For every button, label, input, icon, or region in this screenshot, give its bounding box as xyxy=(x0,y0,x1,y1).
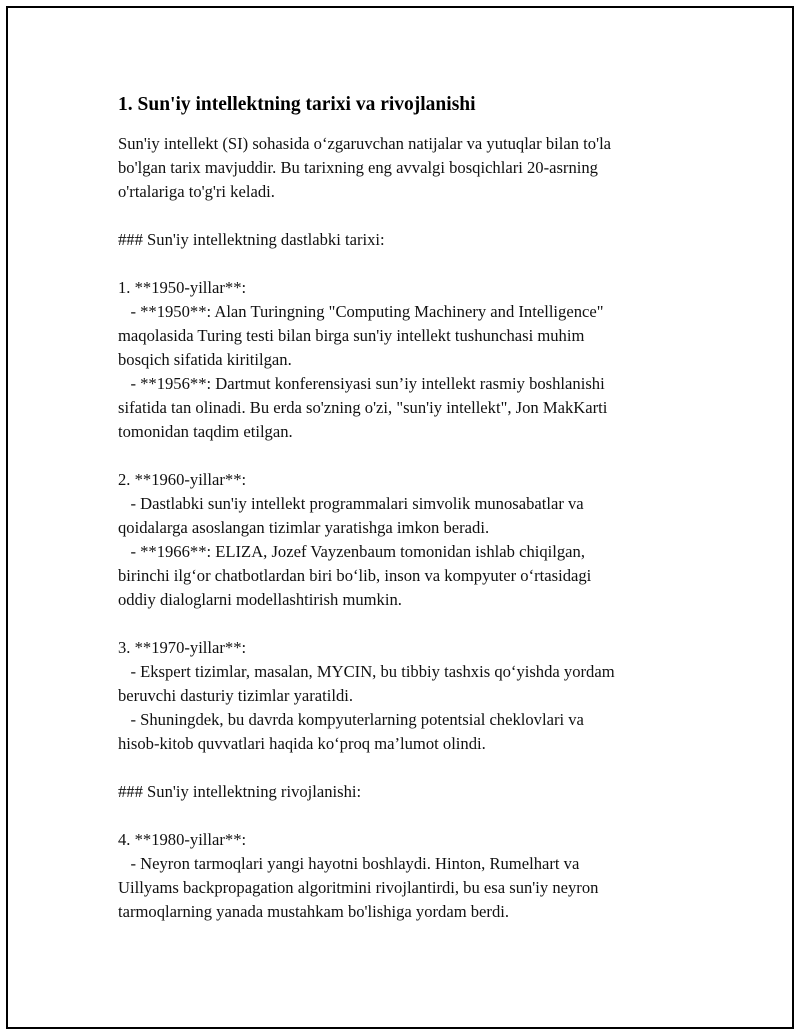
section-line: qoidalarga asoslangan tizimlar yaratishga imkon beradi. xyxy=(118,518,490,537)
blank-line xyxy=(118,444,688,468)
section-heading-history: ### Sun'iy intellektning dastlabki tarixi: xyxy=(118,230,385,249)
section-line: - **1950**: Alan Turingning "Computing Machinery and Intelligence" xyxy=(118,302,604,321)
section-line: Uillyams backpropagation algoritmini rivojlantirdi, bu esa sun'iy neyron xyxy=(118,878,599,897)
intro-line: o'rtalariga to'g'ri keladi. xyxy=(118,182,275,201)
blank-line xyxy=(118,204,688,228)
section-1980 xyxy=(118,828,688,924)
section-line: beruvchi dasturiy tizimlar yaratildi. xyxy=(118,686,354,705)
section-label: 1. **1950-yillar**: xyxy=(118,278,247,297)
document-body xyxy=(118,92,688,924)
section-line: - Neyron tarmoqlari yangi hayotni boshlaydi. Hinton, Rumelhart va xyxy=(118,854,580,873)
document-title: 1. Sun'iy intellektning tarixi va rivojlanishi xyxy=(118,94,476,115)
blank-line xyxy=(118,804,688,828)
section-line: - Dastlabki sun'iy intellekt programmalari simvolik munosabatlar va xyxy=(118,494,584,513)
intro-line: Sun'iy intellekt (SI) sohasida o‘zgaruvchan natijalar va yutuqlar bilan to'la xyxy=(118,134,612,153)
section-line: tomonidan taqdim etilgan. xyxy=(118,422,293,441)
section-line: - Ekspert tizimlar, masalan, MYCIN, bu tibbiy tashxis qo‘yishda yordam xyxy=(118,662,615,681)
blank-line xyxy=(118,252,688,276)
section-line: maqolasida Turing testi bilan birga sun'iy intellekt tushunchasi muhim xyxy=(118,326,585,345)
section-line: hisob-kitob quvvatlari haqida ko‘proq ma’lumot olindi. xyxy=(118,734,486,753)
section-line: - **1956**: Dartmut konferensiyasi sun’iy intellekt rasmiy boshlanishi xyxy=(118,374,605,393)
section-line: oddiy dialoglarni modellashtirish mumkin. xyxy=(118,590,402,609)
intro-paragraph xyxy=(118,132,688,204)
section-label: 3. **1970-yillar**: xyxy=(118,638,247,657)
section-label: 2. **1960-yillar**: xyxy=(118,470,247,489)
section-1950 xyxy=(118,276,688,444)
section-line: - **1966**: ELIZA, Jozef Vayzenbaum tomonidan ishlab chiqilgan, xyxy=(118,542,585,561)
section-line: - Shuningdek, bu davrda kompyuterlarning potentsial cheklovlari va xyxy=(118,710,584,729)
blank-line xyxy=(118,756,688,780)
section-line: bosqich sifatida kiritilgan. xyxy=(118,350,292,369)
section-line: sifatida tan olinadi. Bu erda so'zning o'zi, "sun'iy intellekt", Jon MakKarti xyxy=(118,398,608,417)
section-1970 xyxy=(118,636,688,756)
section-line: birinchi ilg‘or chatbotlardan biri bo‘lib, inson va kompyuter o‘rtasidagi xyxy=(118,566,592,585)
intro-line: bo'lgan tarix mavjuddir. Bu tarixning eng avvalgi bosqichlari 20-asrning xyxy=(118,158,598,177)
section-label: 4. **1980-yillar**: xyxy=(118,830,247,849)
blank-line xyxy=(118,612,688,636)
section-heading-development: ### Sun'iy intellektning rivojlanishi: xyxy=(118,782,362,801)
section-line: tarmoqlarning yanada mustahkam bo'lishiga yordam berdi. xyxy=(118,902,509,921)
section-1960 xyxy=(118,468,688,612)
